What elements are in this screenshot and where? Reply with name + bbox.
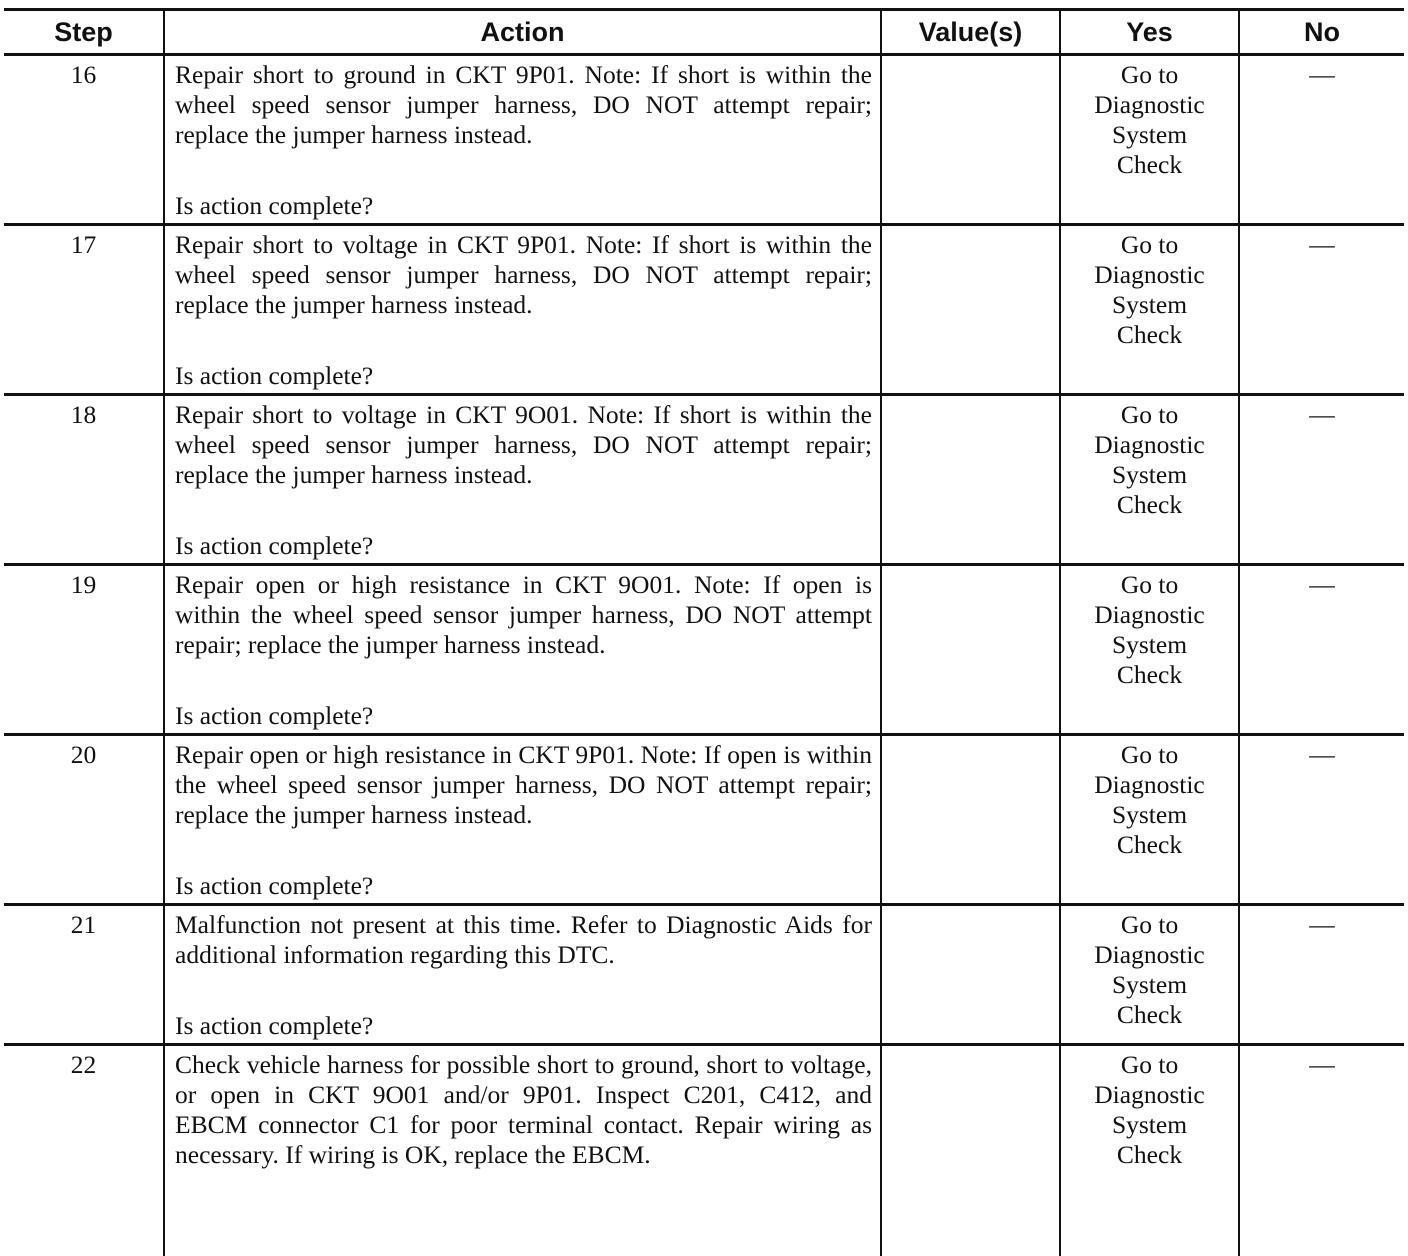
yes-line: Diagnostic bbox=[1061, 600, 1238, 630]
action-cell bbox=[164, 55, 881, 225]
action-text: Malfunction not present at this time. Refer to Diagnostic Aids for additional information regarding this DTC. bbox=[175, 910, 872, 970]
header-yes: Yes bbox=[1060, 10, 1239, 55]
yes-line: Check bbox=[1061, 150, 1238, 180]
yes-line: Go to bbox=[1061, 1050, 1238, 1080]
action-text: Repair open or high resistance in CKT 9P01. Note: If open is within the wheel speed sensor jumper harness, DO NOT attempt repair; replace the jumper harness instead. bbox=[175, 740, 872, 830]
action-cell bbox=[164, 1045, 881, 1256]
no-cell: — bbox=[1239, 565, 1404, 735]
value-cell bbox=[881, 735, 1060, 905]
yes-line: System bbox=[1061, 460, 1238, 490]
action-cell bbox=[164, 905, 881, 1045]
action-question: Is action complete? bbox=[175, 531, 872, 563]
action-question: Is action complete? bbox=[175, 361, 872, 393]
action-question: Is action complete? bbox=[175, 1011, 872, 1043]
value-cell bbox=[881, 565, 1060, 735]
yes-line: System bbox=[1061, 120, 1238, 150]
yes-cell bbox=[1060, 1045, 1239, 1256]
yes-cell bbox=[1060, 55, 1239, 225]
value-cell bbox=[881, 395, 1060, 565]
header-no: No bbox=[1239, 10, 1404, 55]
table-row bbox=[4, 735, 1404, 905]
yes-line: Go to bbox=[1061, 60, 1238, 90]
yes-line: Diagnostic bbox=[1061, 1080, 1238, 1110]
yes-line: System bbox=[1061, 1110, 1238, 1140]
action-text: Check vehicle harness for possible short to ground, short to voltage, or open in CKT 9O01 and/or 9P01. Inspect C201, C412, and EBCM connector C1 for poor terminal contact. Repair wiring as necessary. If wiring is OK, replace the EBCM. bbox=[175, 1050, 872, 1170]
yes-line: Go to bbox=[1061, 570, 1238, 600]
action-text: Repair open or high resistance in CKT 9O01. Note: If open is within the wheel speed sensor jumper harness, DO NOT attempt repair; replace the jumper harness instead. bbox=[175, 570, 872, 660]
yes-cell bbox=[1060, 565, 1239, 735]
step-number: 20 bbox=[4, 735, 164, 905]
value-cell bbox=[881, 905, 1060, 1045]
yes-line: System bbox=[1061, 800, 1238, 830]
table-row bbox=[4, 55, 1404, 225]
action-cell bbox=[164, 395, 881, 565]
yes-cell bbox=[1060, 905, 1239, 1045]
no-cell: — bbox=[1239, 395, 1404, 565]
yes-line: Diagnostic bbox=[1061, 90, 1238, 120]
no-cell: — bbox=[1239, 735, 1404, 905]
no-cell: — bbox=[1239, 225, 1404, 395]
yes-line: Diagnostic bbox=[1061, 940, 1238, 970]
yes-line: Go to bbox=[1061, 400, 1238, 430]
header-action: Action bbox=[164, 10, 881, 55]
yes-line: Check bbox=[1061, 1140, 1238, 1170]
yes-line: Go to bbox=[1061, 910, 1238, 940]
step-number: 17 bbox=[4, 225, 164, 395]
yes-cell bbox=[1060, 735, 1239, 905]
yes-line: Diagnostic bbox=[1061, 770, 1238, 800]
table-row bbox=[4, 905, 1404, 1045]
yes-line: Check bbox=[1061, 830, 1238, 860]
step-number: 16 bbox=[4, 55, 164, 225]
action-text: Repair short to ground in CKT 9P01. Note: If short is within the wheel speed sensor jumper harness, DO NOT attempt repair; replace the jumper harness instead. bbox=[175, 60, 872, 150]
action-question: Is action complete? bbox=[175, 871, 872, 903]
yes-line: Check bbox=[1061, 1000, 1238, 1030]
yes-line: Check bbox=[1061, 660, 1238, 690]
table-row bbox=[4, 1045, 1404, 1256]
header-step: Step bbox=[4, 10, 164, 55]
step-number: 22 bbox=[4, 1045, 164, 1256]
yes-line: Diagnostic bbox=[1061, 260, 1238, 290]
header-values: Value(s) bbox=[881, 10, 1060, 55]
yes-cell bbox=[1060, 395, 1239, 565]
yes-line: System bbox=[1061, 290, 1238, 320]
table-row bbox=[4, 565, 1404, 735]
action-text: Repair short to voltage in CKT 9O01. Note: If short is within the wheel speed sensor jumper harness, DO NOT attempt repair; replace the jumper harness instead. bbox=[175, 400, 872, 490]
step-number: 19 bbox=[4, 565, 164, 735]
table-row bbox=[4, 225, 1404, 395]
step-number: 18 bbox=[4, 395, 164, 565]
no-cell: — bbox=[1239, 55, 1404, 225]
table-row bbox=[4, 395, 1404, 565]
no-cell: — bbox=[1239, 905, 1404, 1045]
action-question: Is action complete? bbox=[175, 701, 872, 733]
value-cell bbox=[881, 55, 1060, 225]
action-question: Is action complete? bbox=[175, 191, 872, 223]
yes-cell bbox=[1060, 225, 1239, 395]
yes-line: Check bbox=[1061, 490, 1238, 520]
yes-line: System bbox=[1061, 970, 1238, 1000]
header-row bbox=[4, 10, 1404, 55]
value-cell bbox=[881, 225, 1060, 395]
yes-line: Check bbox=[1061, 320, 1238, 350]
yes-line: System bbox=[1061, 630, 1238, 660]
value-cell bbox=[881, 1045, 1060, 1256]
diagnostic-table bbox=[4, 8, 1404, 1256]
yes-line: Diagnostic bbox=[1061, 430, 1238, 460]
no-cell: — bbox=[1239, 1045, 1404, 1256]
action-cell bbox=[164, 225, 881, 395]
yes-line: Go to bbox=[1061, 230, 1238, 260]
action-text: Repair short to voltage in CKT 9P01. Note: If short is within the wheel speed sensor jumper harness, DO NOT attempt repair; replace the jumper harness instead. bbox=[175, 230, 872, 320]
step-number: 21 bbox=[4, 905, 164, 1045]
yes-line: Go to bbox=[1061, 740, 1238, 770]
action-cell bbox=[164, 565, 881, 735]
action-cell bbox=[164, 735, 881, 905]
